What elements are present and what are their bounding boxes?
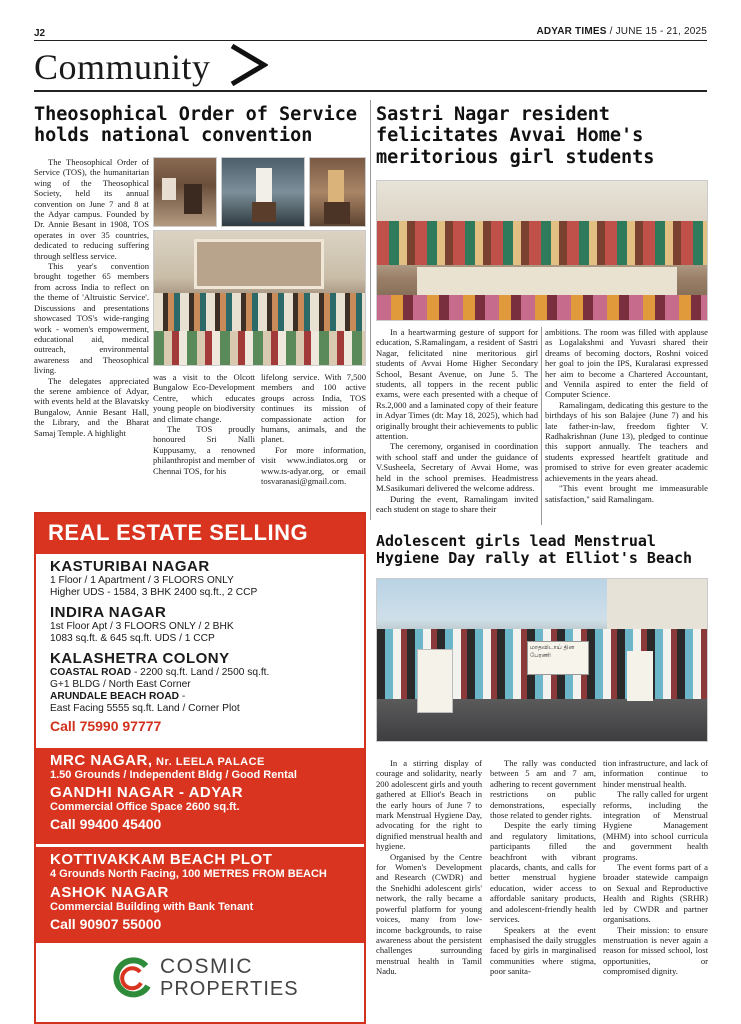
tos-paragraph: The TOS proudly honoured Sri Nalli Kuppusamy, a renowned philanthropist and member of Chennai TOS, for his [153, 424, 255, 476]
listing-detail: 1st Floor Apt / 3 FLOORS ONLY / 2 BHK [50, 621, 234, 632]
cosmic-logo-icon [110, 956, 154, 1000]
rally-paragraph: Despite the early timing and regulatory limitations, participants filled the beachfront with vibrant placards, chants, and calls for better menstrual hygiene education, wider access to affordable sanitary products, and adolescent-friendly health services. [490, 820, 596, 925]
tos-headline: Theosophical Order of Service holds national convention [34, 104, 358, 147]
rally-paragraph: The event forms part of a broader statewide campaign on Sexual and Reproductive Health and Rights (SRHR) led by CWDR and partner organisations. [603, 862, 708, 925]
listing-detail: East Facing 5555 sq.ft. Land / Corner Plot [50, 703, 240, 714]
ad-title: REAL ESTATE SELLING [36, 514, 364, 554]
tos-paragraph: This year's convention brought together 65 members from across India to reflect on the theme of 'Altruistic Service'. Discussions and presentations showcased TOS's wide-ranging work - women's empowerment, educational aid, medical outreach, environmental awareness and Theosophical living. [34, 261, 149, 376]
column-divider [541, 327, 542, 525]
listing-detail: 4 Grounds North Facing, 100 METRES FROM BEACH [50, 868, 327, 880]
rally-paragraph: In a stirring display of courage and solidarity, nearly 200 adolescent girls and youth gathered at Elliot's Beach in the early hours of June 7 to mark Menstrual Hygiene Day, advocating for the right to dignified menstrual health and hygiene. [376, 758, 482, 852]
avvai-paragraph: ambitions. The room was filled with applause as Logalakshmi and Yuvasri shared their dreams of becoming doctors, Roshni voiced her goal to join the IPS, Kuralarasi expressed her aim to become a Chartered Accountant, and Vennila aspired to enter the field of Computer Science. [545, 327, 708, 400]
column-divider [370, 100, 371, 520]
tos-paragraph: For more information, visit www.indiatos.org or www.ts-adyar.org, or email tosvaranasi@gmail.com. [261, 444, 366, 487]
listing-location: INDIRA NAGAR [50, 604, 167, 621]
ad-red-panel-1: MRC NAGAR, Nr. LEELA PALACE 1.50 Grounds / Independent Bldg / Good Rental GANDHI NAGAR - ADYAR Commercial Office Space 2600 sq.ft. Call 99400 45400 [36, 748, 364, 844]
brand-name: COSMIC [160, 955, 253, 978]
avvai-headline: Sastri Nagar resident felicitates Avvai Home's meritorious girl students [376, 104, 655, 168]
avvai-column-2 [545, 327, 708, 504]
listing-detail: 1 Floor / 1 Apartment / 3 FLOORS ONLY [50, 575, 234, 586]
section-title: Community [34, 47, 211, 87]
ad-red-panel-2 [36, 847, 364, 943]
avvai-paragraph: "This event brought me immeasurable satisfaction," said Ramalingam. [545, 483, 708, 504]
avvai-column-1 [376, 327, 538, 514]
group-photo [153, 230, 366, 366]
chevron-right-icon [228, 44, 268, 86]
listing-location: KOTTIVAKKAM BEACH PLOT [50, 851, 273, 868]
listing-detail: Commercial Office Space 2600 sq.ft. [50, 801, 240, 813]
convention-photo-3 [309, 157, 366, 227]
tos-paragraph: was a visit to the Olcott Bungalow Eco-Development Centre, which educates young people on biodiversity and climate change. [153, 372, 255, 424]
convention-photo-2 [221, 157, 305, 227]
listing-location: GANDHI NAGAR - ADYAR [50, 784, 244, 801]
tos-column-1 [34, 157, 149, 438]
rally-column-2 [490, 758, 596, 977]
ad-phone: Call 99400 45400 [50, 816, 162, 832]
page-number: J2 [34, 28, 46, 39]
folio-masthead [536, 26, 707, 37]
top-rule [34, 40, 707, 41]
ad-listing-kasturibai [36, 558, 364, 599]
listing-detail: Higher UDS - 1584, 3 BHK 2400 sq.ft., 2 CCP [50, 587, 258, 598]
rally-paragraph: The rally was conducted between 5 am and 7 am, adhering to recent government restrictions on public demonstrations, especially those related to gender rights. [490, 758, 596, 821]
rally-headline: Adolescent girls lead Menstrual Hygiene Day rally at Elliot's Beach [376, 532, 693, 568]
listing-detail: 1083 sq.ft. & 645 sq.ft. UDS / 1 CCP [50, 633, 215, 644]
avvai-paragraph: In a heartwarming gesture of support for education, S.Ramalingam, a resident of Sastri Nagar, felicitated nine meritorious girl students of Avvai Home Higher Secondary School, Besant Avenue, on June 5. The students, all toppers in the recent public exams, were each presented with a cheque of Rs.2,000 and a laminated copy of their feature in Adyar Times (dt: May 18, 2025), which had originally brought their achievements to public attention. [376, 327, 538, 442]
rally-paragraph: Speakers at the event emphasised the daily struggles faced by girls in marginalised communities where stigma, poor sanita- [490, 924, 596, 977]
listing-location: MRC NAGAR, [50, 752, 153, 769]
rally-paragraph: tion infrastructure, and lack of information continue to hinder menstrual health. [603, 758, 708, 789]
listing-location: KASTURIBAI NAGAR [50, 558, 210, 575]
road-name: ARUNDALE BEACH ROAD [50, 691, 180, 702]
rally-column-1 [376, 758, 482, 977]
brand-subtitle: PROPERTIES [160, 978, 299, 1000]
ad-listing-indira [36, 604, 364, 645]
rally-paragraph: The rally called for urgent reforms, including the integration of Menstrual Hygiene Management (MHM) into school curricula and government health programs. [603, 789, 708, 862]
tos-paragraph: The delegates appreciated the serene ambience of Adyar, with events held at the Blavatsky Bungalow, Annie Besant Hall, the Library, and the Bharat Samaj Temple. A highlight [34, 375, 149, 438]
issue-dates: / JUNE 15 - 21, 2025 [609, 26, 707, 37]
avvai-paragraph: During the event, Ramalingam invited each student on stage to share their [376, 493, 538, 514]
tos-paragraph: The Theosophical Order of Service (TOS), the humanitarian wing of the Theosophical Society, held its annual convention on June 7 and 8 at the Adyar campus. Founded by Dr. Annie Besant in 1908, TOS operates in over 35 countries, dedicated to reducing suffering through selfless service. [34, 157, 149, 261]
paper-name: ADYAR TIMES [536, 26, 607, 37]
real-estate-ad [34, 512, 366, 1024]
section-rule [34, 90, 707, 92]
tos-column-2 [153, 372, 255, 476]
avvai-paragraph: The ceremony, organised in coordination with school staff and under the guidance of V.Susheela, Secretary of Avvai Home, was held in the school premises. Headmistress M.Sasikumari delivered the welcome address. [376, 441, 538, 494]
listing-detail: Commercial Building with Bank Tenant [50, 901, 254, 913]
avvai-paragraph: Ramalingam, dedicating this gesture to the birthdays of his son Balajee (June 7) and his late father-in-law, freedom fighter V. Radhakrishnan (June 13), pledged to continue this support annually. The teachers and students expressed heartfelt gratitude and promised to strive for even greater academic achievements in the years ahead. [545, 399, 708, 483]
tos-paragraph: lifelong service. With 7,500 members and 100 active groups across India, TOS continues its mission of compassionate action for humans, animals, and the planet. [261, 372, 366, 445]
road-name: COASTAL ROAD [50, 667, 132, 678]
tos-column-3 [261, 372, 366, 486]
cosmic-properties-logo [110, 954, 310, 1004]
ad-phone: Call 75990 97777 [50, 718, 162, 734]
rally-paragraph: Organised by the Centre for Women's Development and Research (CWDR) and the Snehidhi adolescent girls' network, the rally became a powerful platform for young voices, many from low-income backgrounds, to raise awareness about the persistent challenges surrounding menstrual health in Tamil Nadu. [376, 851, 482, 977]
convention-photo-1 [153, 157, 217, 227]
ad-phone: Call 90907 55000 [50, 916, 162, 932]
rally-column-3 [603, 758, 708, 977]
listing-location: KALASHETRA COLONY [50, 650, 230, 667]
listing-detail: G+1 BLDG / North East Corner [50, 679, 191, 690]
listing-detail: - 2200 sq.ft. Land / 2500 sq.ft. [131, 667, 270, 678]
rally-photo [376, 578, 708, 742]
rally-banner: மாதவிடாய் தின பேரணி [527, 641, 589, 675]
rally-paragraph: Their mission: to ensure menstruation is never again a reason for missed school, lost opportunities, or compromised dignity. [603, 924, 708, 977]
students-photo [376, 180, 708, 321]
listing-detail: 1.50 Grounds / Independent Bldg / Good Rental [50, 769, 297, 781]
ad-listing-kalashetra: KALASHETRA COLONY COASTAL ROAD - 2200 sq.ft. Land / 2500 sq.ft. G+1 BLDG / North East Corner ARUNDALE BEACH ROAD - East Facing 5555 sq.ft. Land / Corner Plot Call 75990 97777 [36, 650, 364, 735]
listing-location: ASHOK NAGAR [50, 884, 169, 901]
